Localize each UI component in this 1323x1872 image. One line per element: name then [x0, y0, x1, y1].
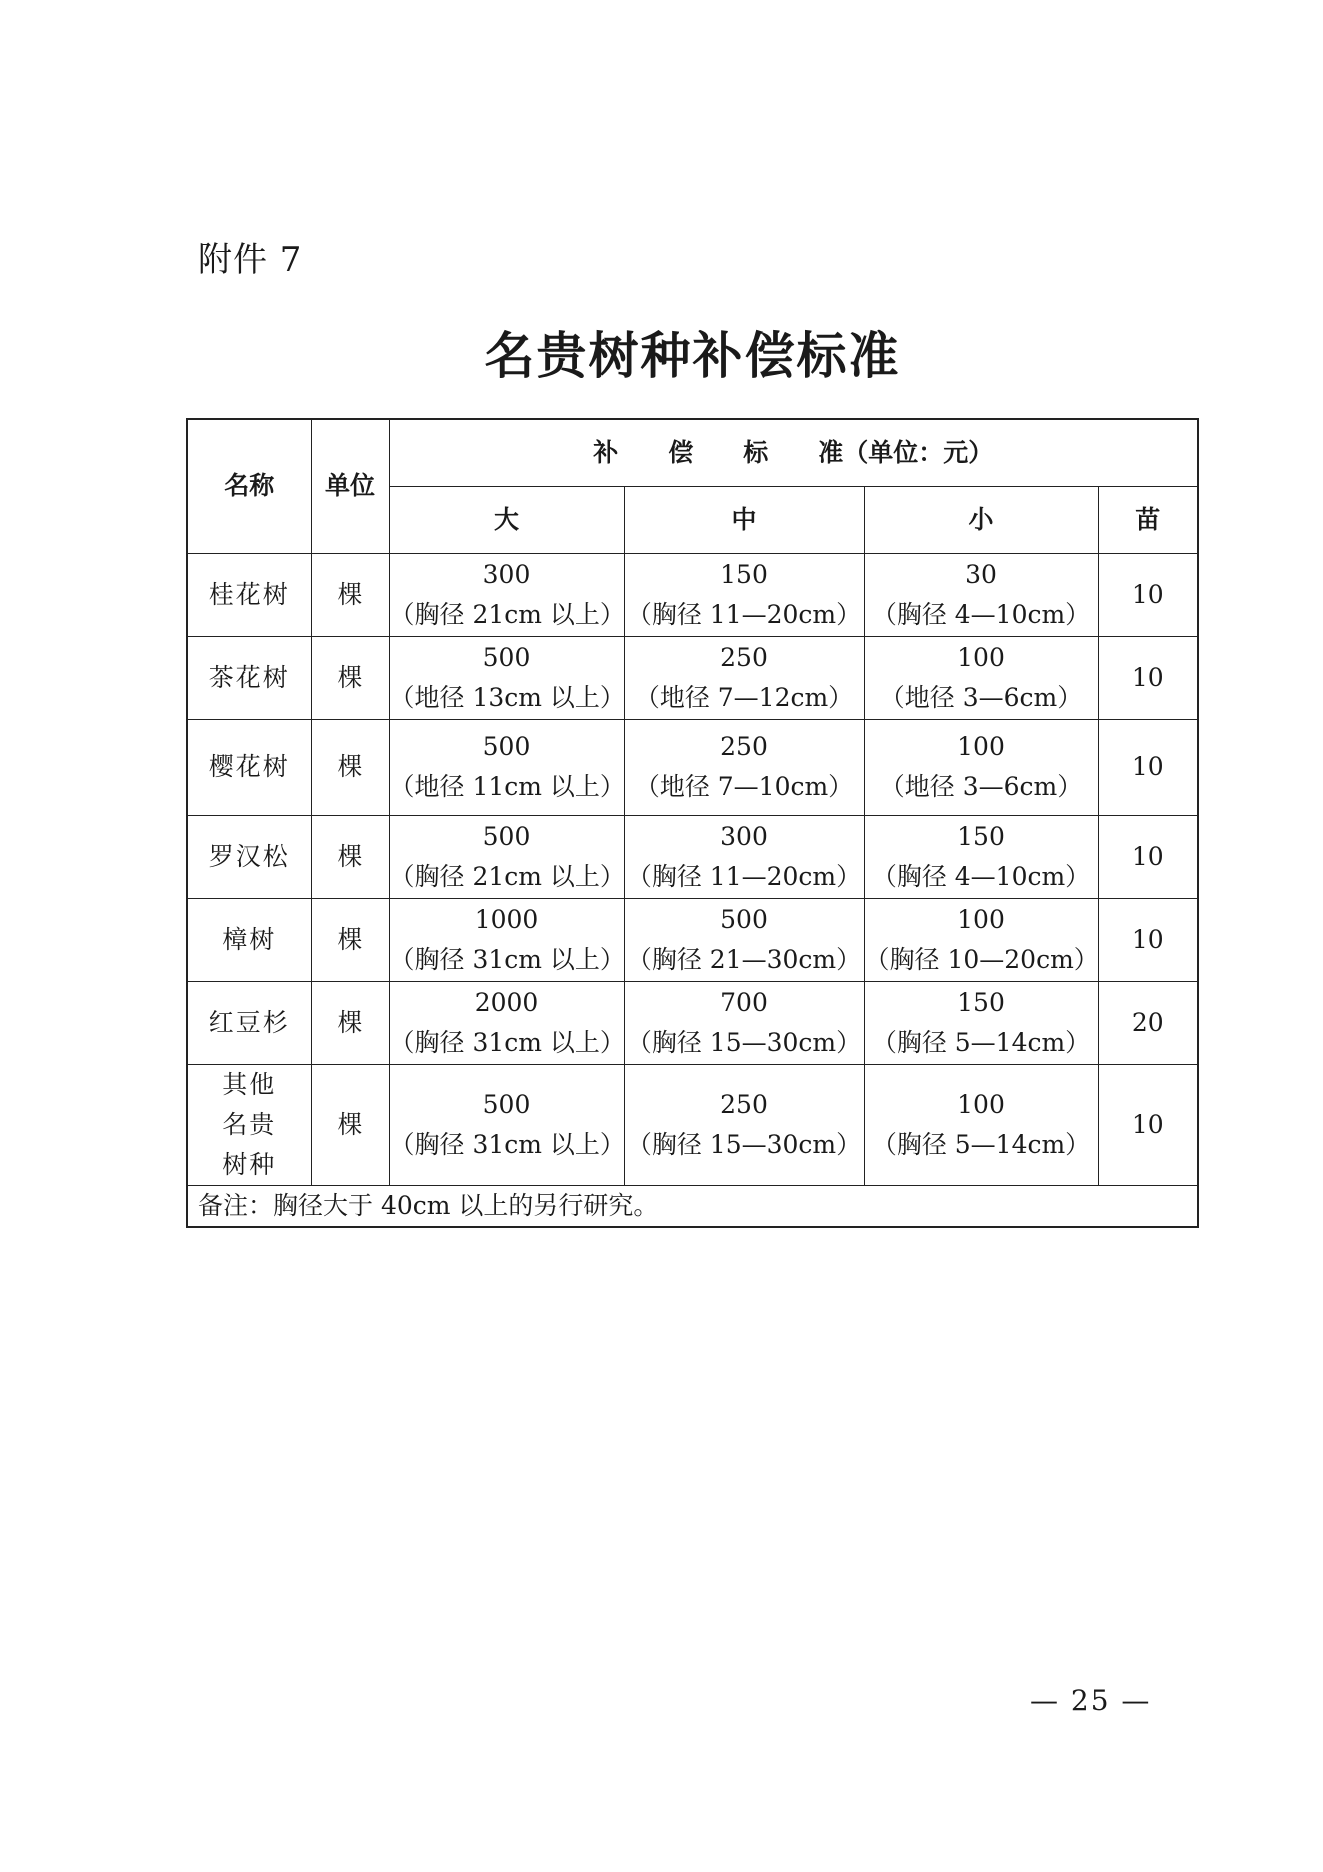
small-spec: （胸径 4—10cm）	[871, 599, 1091, 629]
table-row	[187, 898, 1198, 981]
small-spec: （地径 3—6cm）	[879, 682, 1083, 712]
large-spec: （胸径 21cm 以上）	[389, 861, 625, 891]
large-value: 500	[482, 1089, 531, 1119]
tree-unit: 棵	[311, 1064, 389, 1185]
large-cell	[389, 815, 624, 898]
header-size-medium: 中	[624, 486, 864, 553]
large-cell	[389, 1064, 624, 1185]
table-row	[187, 719, 1198, 815]
medium-cell	[624, 815, 864, 898]
small-cell	[864, 636, 1098, 719]
large-cell	[389, 636, 624, 719]
medium-value: 700	[720, 987, 768, 1017]
large-value: 300	[482, 559, 531, 589]
tree-name: 桂花树	[187, 553, 311, 636]
medium-value: 250	[720, 642, 768, 672]
tree-unit: 棵	[311, 898, 389, 981]
large-spec: （地径 13cm 以上）	[389, 682, 625, 712]
header-size-small: 小	[864, 486, 1098, 553]
medium-value: 150	[720, 559, 768, 589]
tree-unit: 棵	[311, 636, 389, 719]
seedling-value: 20	[1098, 981, 1198, 1064]
seedling-value: 10	[1098, 636, 1198, 719]
medium-cell	[624, 898, 864, 981]
medium-value: 250	[720, 732, 768, 761]
table-row	[187, 815, 1198, 898]
large-cell	[389, 553, 624, 636]
seedling-value: 10	[1098, 1064, 1198, 1185]
small-cell	[864, 553, 1098, 636]
medium-spec: （胸径 15—30cm）	[626, 1027, 862, 1057]
page-number: — 25 —	[1030, 1684, 1152, 1717]
large-cell	[389, 981, 624, 1064]
medium-value: 500	[720, 904, 768, 934]
medium-cell	[624, 1064, 864, 1185]
small-spec: （胸径 4—10cm）	[871, 861, 1091, 891]
large-value: 500	[482, 732, 531, 761]
large-value: 2000	[474, 987, 539, 1017]
large-value: 500	[482, 821, 531, 851]
medium-spec: （胸径 21—30cm）	[626, 944, 862, 974]
medium-spec: （地径 7—10cm）	[634, 772, 854, 801]
small-value: 100	[957, 1089, 1005, 1119]
seedling-value: 10	[1098, 553, 1198, 636]
seedling-value: 10	[1098, 719, 1198, 815]
tree-name: 茶花树	[187, 636, 311, 719]
small-spec: （胸径 10—20cm）	[864, 944, 1099, 974]
tree-name: 樱花树	[187, 719, 311, 815]
seedling-value: 10	[1098, 815, 1198, 898]
medium-cell	[624, 553, 864, 636]
tree-name: 其他名贵树种	[187, 1064, 311, 1185]
tree-name: 罗汉松	[187, 815, 311, 898]
medium-spec: （胸径 11—20cm）	[626, 599, 862, 629]
header-size-seedling: 苗	[1098, 486, 1198, 553]
tree-unit: 棵	[311, 815, 389, 898]
large-spec: （胸径 31cm 以上）	[389, 1129, 625, 1159]
small-value: 30	[965, 559, 997, 589]
medium-spec: （胸径 15—30cm）	[626, 1129, 862, 1159]
tree-unit: 棵	[311, 553, 389, 636]
compensation-table	[186, 418, 1199, 1228]
small-value: 100	[957, 904, 1005, 934]
attachment-label: 附件 7	[198, 240, 303, 280]
small-cell	[864, 1064, 1098, 1185]
small-value: 100	[957, 732, 1005, 761]
small-spec: （胸径 5—14cm）	[871, 1027, 1091, 1057]
medium-spec: （地径 7—12cm）	[634, 682, 854, 712]
table-row	[187, 1064, 1198, 1185]
tree-unit: 棵	[311, 719, 389, 815]
tree-name: 红豆杉	[187, 981, 311, 1064]
small-cell	[864, 815, 1098, 898]
seedling-value: 10	[1098, 898, 1198, 981]
small-value: 100	[957, 642, 1005, 672]
large-cell	[389, 719, 624, 815]
medium-value: 300	[720, 821, 768, 851]
tree-unit: 棵	[311, 981, 389, 1064]
table-row	[187, 553, 1198, 636]
large-value: 1000	[474, 904, 539, 934]
medium-cell	[624, 636, 864, 719]
small-cell	[864, 898, 1098, 981]
large-spec: （地径 11cm 以上）	[389, 772, 625, 801]
small-cell	[864, 981, 1098, 1064]
small-value: 150	[957, 821, 1005, 851]
large-cell	[389, 898, 624, 981]
large-value: 500	[482, 642, 531, 672]
page-title: 名贵树种补偿标准	[484, 326, 901, 385]
large-spec: （胸径 21cm 以上）	[389, 599, 625, 629]
small-cell	[864, 719, 1098, 815]
large-spec: （胸径 31cm 以上）	[389, 944, 625, 974]
header-name: 名称	[187, 419, 311, 553]
header-standard: 补 偿 标 准（单位：元）	[389, 419, 1198, 486]
table-row	[187, 981, 1198, 1064]
medium-value: 250	[720, 1089, 768, 1119]
table-row	[187, 636, 1198, 719]
header-unit: 单位	[311, 419, 389, 553]
medium-cell	[624, 981, 864, 1064]
small-spec: （胸径 5—14cm）	[871, 1129, 1091, 1159]
small-spec: （地径 3—6cm）	[879, 772, 1083, 801]
header-size-large: 大	[389, 486, 624, 553]
medium-spec: （胸径 11—20cm）	[626, 861, 862, 891]
table-note: 备注：胸径大于 40cm 以上的另行研究。	[187, 1185, 1198, 1227]
tree-name: 樟树	[187, 898, 311, 981]
small-value: 150	[957, 987, 1005, 1017]
medium-cell	[624, 719, 864, 815]
large-spec: （胸径 31cm 以上）	[389, 1027, 625, 1057]
